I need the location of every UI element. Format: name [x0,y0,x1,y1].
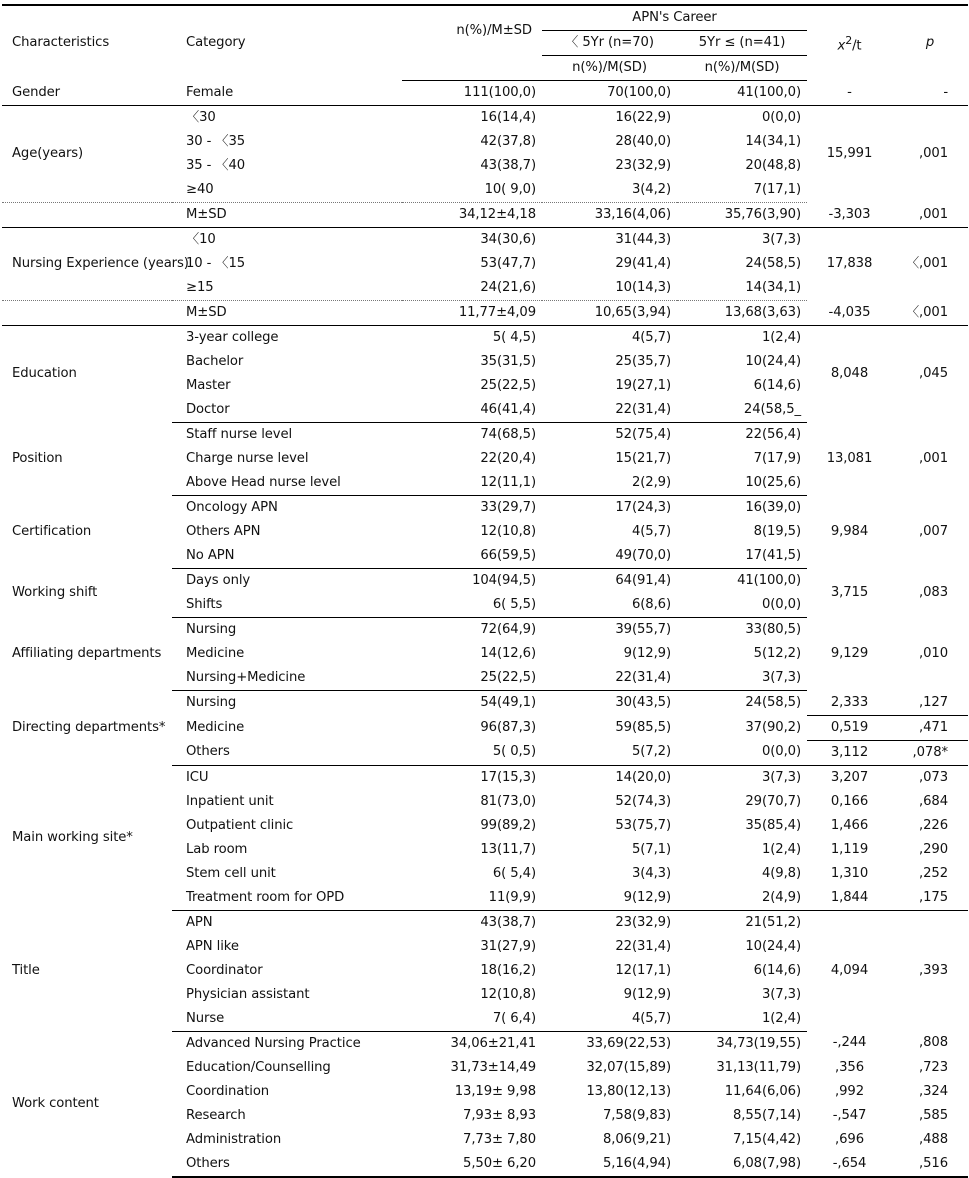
row-category: Nursing [186,695,237,710]
row-characteristic: Age(years) [2,106,172,203]
row-category: Stem cell unit [186,865,276,881]
row-lt5: 9(12,9) [623,646,671,661]
row-ge5: 35(85,4) [745,817,801,833]
row-ge5: 2(4,9) [677,886,807,911]
row-characteristic: Title [12,962,40,978]
row-characteristic: Certification [12,524,92,539]
row-category: ≥40 [172,178,402,203]
row-p-value: ,083 [919,585,948,600]
row-total: 17(15,3) [480,769,536,785]
row-total: 14(12,6) [480,646,536,661]
row-ge5: 24(58,5_ [677,398,807,423]
row-lt5: 9(12,9) [623,986,671,1002]
row-category: Coordination [186,1083,270,1099]
table-row [2,1031,968,1056]
row-ge5: 21(51,2) [745,914,801,930]
row-lt5: 13,80(12,13) [586,1083,671,1099]
row-category: Doctor [172,398,402,423]
row-total: 34(30,6) [480,232,536,247]
row-total: 53(47,7) [480,256,536,271]
row-lt5: 5(7,2) [542,740,677,765]
row-stat: 3,207 [830,769,869,785]
row-ge5: 6(14,6) [753,378,801,393]
row-stat: ,696 [835,1131,864,1147]
row-lt5: 2(2,9) [542,471,677,496]
table-row [2,618,968,643]
table-row [2,691,968,716]
row-stat: 1,466 [830,817,869,833]
row-ge5: 0(0,0) [677,593,807,618]
row-total: 5,50± 6,20 [402,1152,542,1177]
row-category: Others [172,1152,402,1177]
row-total: 12(10,8) [480,986,536,1002]
row-category: 30 - 〈35 [186,134,246,149]
row-stat: - [807,81,892,106]
header-chi-suffix: /t [852,37,862,53]
row-ge5: 11,64(6,06) [724,1083,801,1099]
row-stat: 0,519 [807,715,892,740]
row-ge5: 37(90,2) [745,719,801,735]
row-ge5: 10(24,4) [745,938,801,954]
row-lt5: 25(35,7) [615,354,671,369]
row-category: No APN [172,544,402,569]
row-lt5: 64(91,4) [615,573,671,588]
row-stat: 1,310 [830,865,869,881]
row-total: 18(16,2) [480,962,536,978]
row-total: 6( 5,5) [402,593,542,618]
row-p-value: ,007 [919,524,948,539]
row-ge5: 3(7,3) [677,666,807,691]
row-characteristic-blank [2,301,172,326]
row-ge5: 31,13(11,79) [716,1059,801,1075]
row-ge5: 3(7,3) [761,769,801,785]
row-stat: -4,035 [807,301,892,326]
row-characteristic: Gender [2,81,172,106]
row-lt5: 15(21,7) [615,451,671,466]
row-characteristic: Position [12,451,63,466]
row-ge5: 13,68(3,63) [677,301,807,326]
row-ge5: 29(70,7) [745,793,801,809]
row-lt5: 52(74,3) [615,793,671,809]
row-stat: -3,303 [807,203,892,228]
row-category: Nurse [172,1007,402,1032]
row-total: 104(94,5) [472,573,536,588]
row-lt5: 22(31,4) [542,666,677,691]
row-stat: 2,333 [807,691,892,716]
row-total: 34,06±21,41 [450,1035,536,1051]
row-lt5: 23(32,9) [615,914,671,930]
row-p-value: ,585 [919,1107,948,1123]
row-lt5: 22(31,4) [542,398,677,423]
row-total: 13(11,7) [480,841,536,857]
row-characteristic: Working shift [12,585,98,600]
row-lt5: 49(70,0) [542,544,677,569]
table-row [2,423,968,448]
row-category: M±SD [172,203,402,228]
row-stat: 13,081 [826,451,873,466]
table-row [2,228,968,253]
row-category: Shifts [172,593,402,618]
row-category: Education/Counselling [186,1059,331,1075]
row-total: 66(59,5) [402,544,542,569]
row-category: Charge nurse level [186,451,309,466]
row-category: APN [186,914,213,930]
row-lt5: 17(24,3) [615,500,671,515]
row-total: 43(38,7) [480,158,536,173]
table-row [2,496,968,521]
row-lt5: 4(5,7) [631,524,671,539]
row-category: 〈10 [186,232,216,247]
row-p-value: ,226 [919,817,948,833]
row-category: Staff nurse level [186,427,293,442]
header-apn-career: APN's Career [542,5,807,31]
row-ge5: 3(7,3) [761,986,801,1002]
row-p-value: ,127 [892,691,968,716]
row-ge5: 16(39,0) [745,500,801,515]
row-total: 12(11,1) [402,471,542,496]
row-ge5: 1(2,4) [761,330,801,345]
row-stat: 1,844 [807,886,892,911]
row-ge5: 10(24,4) [745,354,801,369]
row-category: Inpatient unit [186,793,274,809]
row-lt5: 10,65(3,94) [542,301,677,326]
row-p-value: ,252 [919,865,948,881]
row-total: 46(41,4) [402,398,542,423]
row-lt5: 33,69(22,53) [586,1035,671,1051]
row-p-value: ,723 [919,1059,948,1075]
table-row [2,765,968,790]
row-characteristic: Work content [12,1095,99,1111]
row-ge5: 7(17,9) [753,451,801,466]
header-characteristics: Characteristics [2,5,172,81]
row-p-value: 〈,001 [892,301,968,326]
row-lt5: 53(75,7) [615,817,671,833]
row-stat: ,356 [835,1059,864,1075]
row-lt5: 70(100,0) [542,81,677,106]
row-ge5: 6,08(7,98) [677,1152,807,1177]
header-lt5: 〈 5Yr (n=70) [542,31,677,56]
row-ge5: 8,55(7,14) [732,1107,801,1123]
row-ge5: 4(9,8) [761,865,801,881]
row-stat: -,654 [807,1152,892,1177]
row-total: 31,73±14,49 [450,1059,536,1075]
row-p-value: ,393 [919,962,948,978]
row-p-value: ,808 [919,1035,948,1051]
row-category: 10 - 〈15 [186,256,246,271]
row-p-value: ,175 [892,886,968,911]
row-category: Others [172,740,402,765]
row-total: 11,77±4,09 [402,301,542,326]
table-row [2,203,968,228]
row-category: APN like [186,938,239,954]
row-p-value: 〈,001 [905,256,948,272]
row-lt5: 8,06(9,21) [602,1131,671,1147]
row-ge5: 41(100,0) [677,81,807,106]
row-p-value: ,488 [919,1131,948,1147]
table-row [2,106,968,131]
table-row [2,326,968,351]
row-p-value: - [892,81,968,106]
row-stat: 9,129 [830,646,869,661]
row-ge5: 20(48,8) [745,158,801,173]
header-ge5: 5Yr ≤ (n=41) [677,31,807,56]
row-lt5: 59(85,5) [615,719,671,735]
row-total: 25(22,5) [402,666,542,691]
row-ge5: 1(2,4) [677,1007,807,1032]
row-stat: 8,048 [830,366,869,382]
row-category: Medicine [186,646,245,661]
table-row [2,81,968,106]
row-category: Above Head nurse level [172,471,402,496]
row-total: 22(20,4) [480,451,536,466]
row-category: Research [186,1107,246,1123]
row-ge5: 17(41,5) [677,544,807,569]
row-total: 54(49,1) [480,695,536,710]
row-stat: 0,166 [830,793,869,809]
header-category: Category [172,5,402,81]
row-total: 74(68,5) [480,427,536,442]
row-ge5: 10(25,6) [677,471,807,496]
row-category: Treatment room for OPD [172,886,402,911]
row-characteristic: Nursing Experience (years) [2,228,172,301]
row-ge5: 7(17,1) [677,178,807,203]
row-total: 99(89,2) [480,817,536,833]
row-stat: 9,984 [830,524,869,539]
row-p-value: ,324 [919,1083,948,1099]
header-sub-ge5: n(%)/M(SD) [677,56,807,81]
row-lt5: 4(5,7) [631,330,671,345]
row-category: Master [186,378,231,393]
row-characteristic: Main working site* [12,829,133,845]
row-total: 7,73± 7,80 [463,1131,536,1147]
row-total: 7,93± 8,93 [463,1107,536,1123]
row-total: 43(38,7) [480,914,536,930]
row-p-value: ,001 [919,146,948,162]
row-category: Coordinator [186,962,263,978]
header-p: p [892,5,968,81]
row-lt5: 5,16(4,94) [542,1152,677,1177]
row-stat: 3,715 [830,585,869,600]
row-category: Oncology APN [186,500,278,515]
row-category: Bachelor [186,354,244,369]
row-ge5: 33(80,5) [745,622,801,637]
table-row [2,910,968,935]
row-category: 35 - 〈40 [186,158,246,173]
row-category: Nursing [186,622,237,637]
row-stat: ,992 [835,1083,864,1099]
row-total: 111(100,0) [402,81,542,106]
row-category: Administration [186,1131,282,1147]
row-total: 5( 4,5) [492,330,536,345]
row-ge5: 7,15(4,42) [732,1131,801,1147]
row-lt5: 23(32,9) [615,158,671,173]
row-lt5: 10(14,3) [542,276,677,301]
row-lt5: 30(43,5) [615,695,671,710]
row-category: Nursing+Medicine [172,666,402,691]
row-lt5: 16(22,9) [615,110,671,125]
row-ge5: 6(14,6) [753,962,801,978]
row-category: Physician assistant [186,986,310,1002]
table-body [2,81,968,1177]
header-n-percent: n(%)/M±SD [402,5,542,56]
row-stat: 1,119 [830,841,869,857]
characteristics-table [2,4,968,1178]
table-row [2,569,968,594]
table-row [2,301,968,326]
row-lt5: 31(44,3) [615,232,671,247]
row-lt5: 19(27,1) [615,378,671,393]
row-lt5: 32,07(15,89) [586,1059,671,1075]
header-sub-lt5: n(%)/M(SD) [542,56,677,81]
row-p-value: ,045 [919,366,948,382]
row-p-value: ,010 [919,646,948,661]
row-p-value: ,001 [919,451,948,466]
row-ge5: 8(19,5) [753,524,801,539]
row-lt5: 29(41,4) [615,256,671,271]
row-ge5: 1(2,4) [761,841,801,857]
header-chi-symbol: x [837,37,846,53]
row-ge5: 14(34,1) [745,134,801,149]
row-stat: 4,094 [830,962,869,978]
row-total: 6( 5,4) [492,865,536,881]
row-lt5: 22(31,4) [615,938,671,954]
row-category: 〈30 [186,110,216,125]
row-total: 12(10,8) [480,524,536,539]
row-lt5: 3(4,2) [542,178,677,203]
row-stat: -,244 [832,1035,867,1051]
row-characteristic: Affiliating departments [12,646,162,661]
row-p-value: ,073 [919,769,948,785]
row-total: 33(29,7) [480,500,536,515]
row-total: 81(73,0) [480,793,536,809]
row-total: 42(37,8) [480,134,536,149]
row-ge5: 14(34,1) [677,276,807,301]
row-total: 5( 0,5) [402,740,542,765]
row-total: 10( 9,0) [402,178,542,203]
row-lt5: 3(4,3) [631,865,671,881]
row-p-value: ,290 [919,841,948,857]
row-category: Days only [186,573,251,588]
header-chi-exponent: 2 [845,33,853,47]
row-p-value: ,078* [892,740,968,765]
row-characteristic: Directing departments* [12,719,166,735]
row-ge5: 3(7,3) [761,232,801,247]
row-total: 11(9,9) [402,886,542,911]
row-lt5: 6(8,6) [542,593,677,618]
header-blank [402,56,542,81]
row-total: 25(22,5) [480,378,536,393]
row-lt5: 5(7,1) [631,841,671,857]
row-lt5: 12(17,1) [615,962,671,978]
row-category: Lab room [186,841,248,857]
row-p-value: ,471 [892,715,968,740]
row-total: 31(27,9) [480,938,536,954]
row-ge5: 35,76(3,90) [677,203,807,228]
row-lt5: 4(5,7) [542,1007,677,1032]
row-category: ≥15 [172,276,402,301]
row-lt5: 9(12,9) [542,886,677,911]
row-ge5: 41(100,0) [737,573,801,588]
header-chi-t [807,5,892,81]
row-lt5: 52(75,4) [615,427,671,442]
row-stat: -,547 [832,1107,867,1123]
row-p-value: ,001 [892,203,968,228]
row-ge5: 24(58,5) [745,256,801,271]
row-ge5: 34,73(19,55) [716,1035,801,1051]
row-total: 16(14,4) [480,110,536,125]
row-stat: 15,991 [826,146,873,162]
row-total: 13,19± 9,98 [454,1083,536,1099]
row-total: 24(21,6) [402,276,542,301]
row-category: Medicine [186,719,245,735]
row-ge5: 22(56,4) [745,427,801,442]
row-lt5: 39(55,7) [615,622,671,637]
row-category: Outpatient clinic [186,817,294,833]
row-category: Others APN [186,524,261,539]
row-stat: 3,112 [807,740,892,765]
row-lt5: 7,58(9,83) [602,1107,671,1123]
row-p-value: ,684 [919,793,948,809]
row-total: 7( 6,4) [402,1007,542,1032]
row-total: 34,12±4,18 [402,203,542,228]
row-characteristic: Education [12,366,77,382]
row-category: Advanced Nursing Practice [186,1035,361,1051]
row-category: M±SD [172,301,402,326]
row-p-value: ,516 [892,1152,968,1177]
row-ge5: 0(0,0) [761,110,801,125]
row-characteristic-blank [2,203,172,228]
row-ge5: 5(12,2) [753,646,801,661]
row-total: 72(64,9) [480,622,536,637]
row-ge5: 0(0,0) [677,740,807,765]
row-total: 35(31,5) [480,354,536,369]
row-lt5: 28(40,0) [615,134,671,149]
row-category: 3-year college [186,330,279,345]
row-stat: 17,838 [826,256,873,272]
row-category: Female [172,81,402,106]
row-category: ICU [186,769,209,785]
row-lt5: 14(20,0) [615,769,671,785]
row-total: 96(87,3) [480,719,536,735]
row-ge5: 24(58,5) [745,695,801,710]
row-lt5: 33,16(4,06) [542,203,677,228]
